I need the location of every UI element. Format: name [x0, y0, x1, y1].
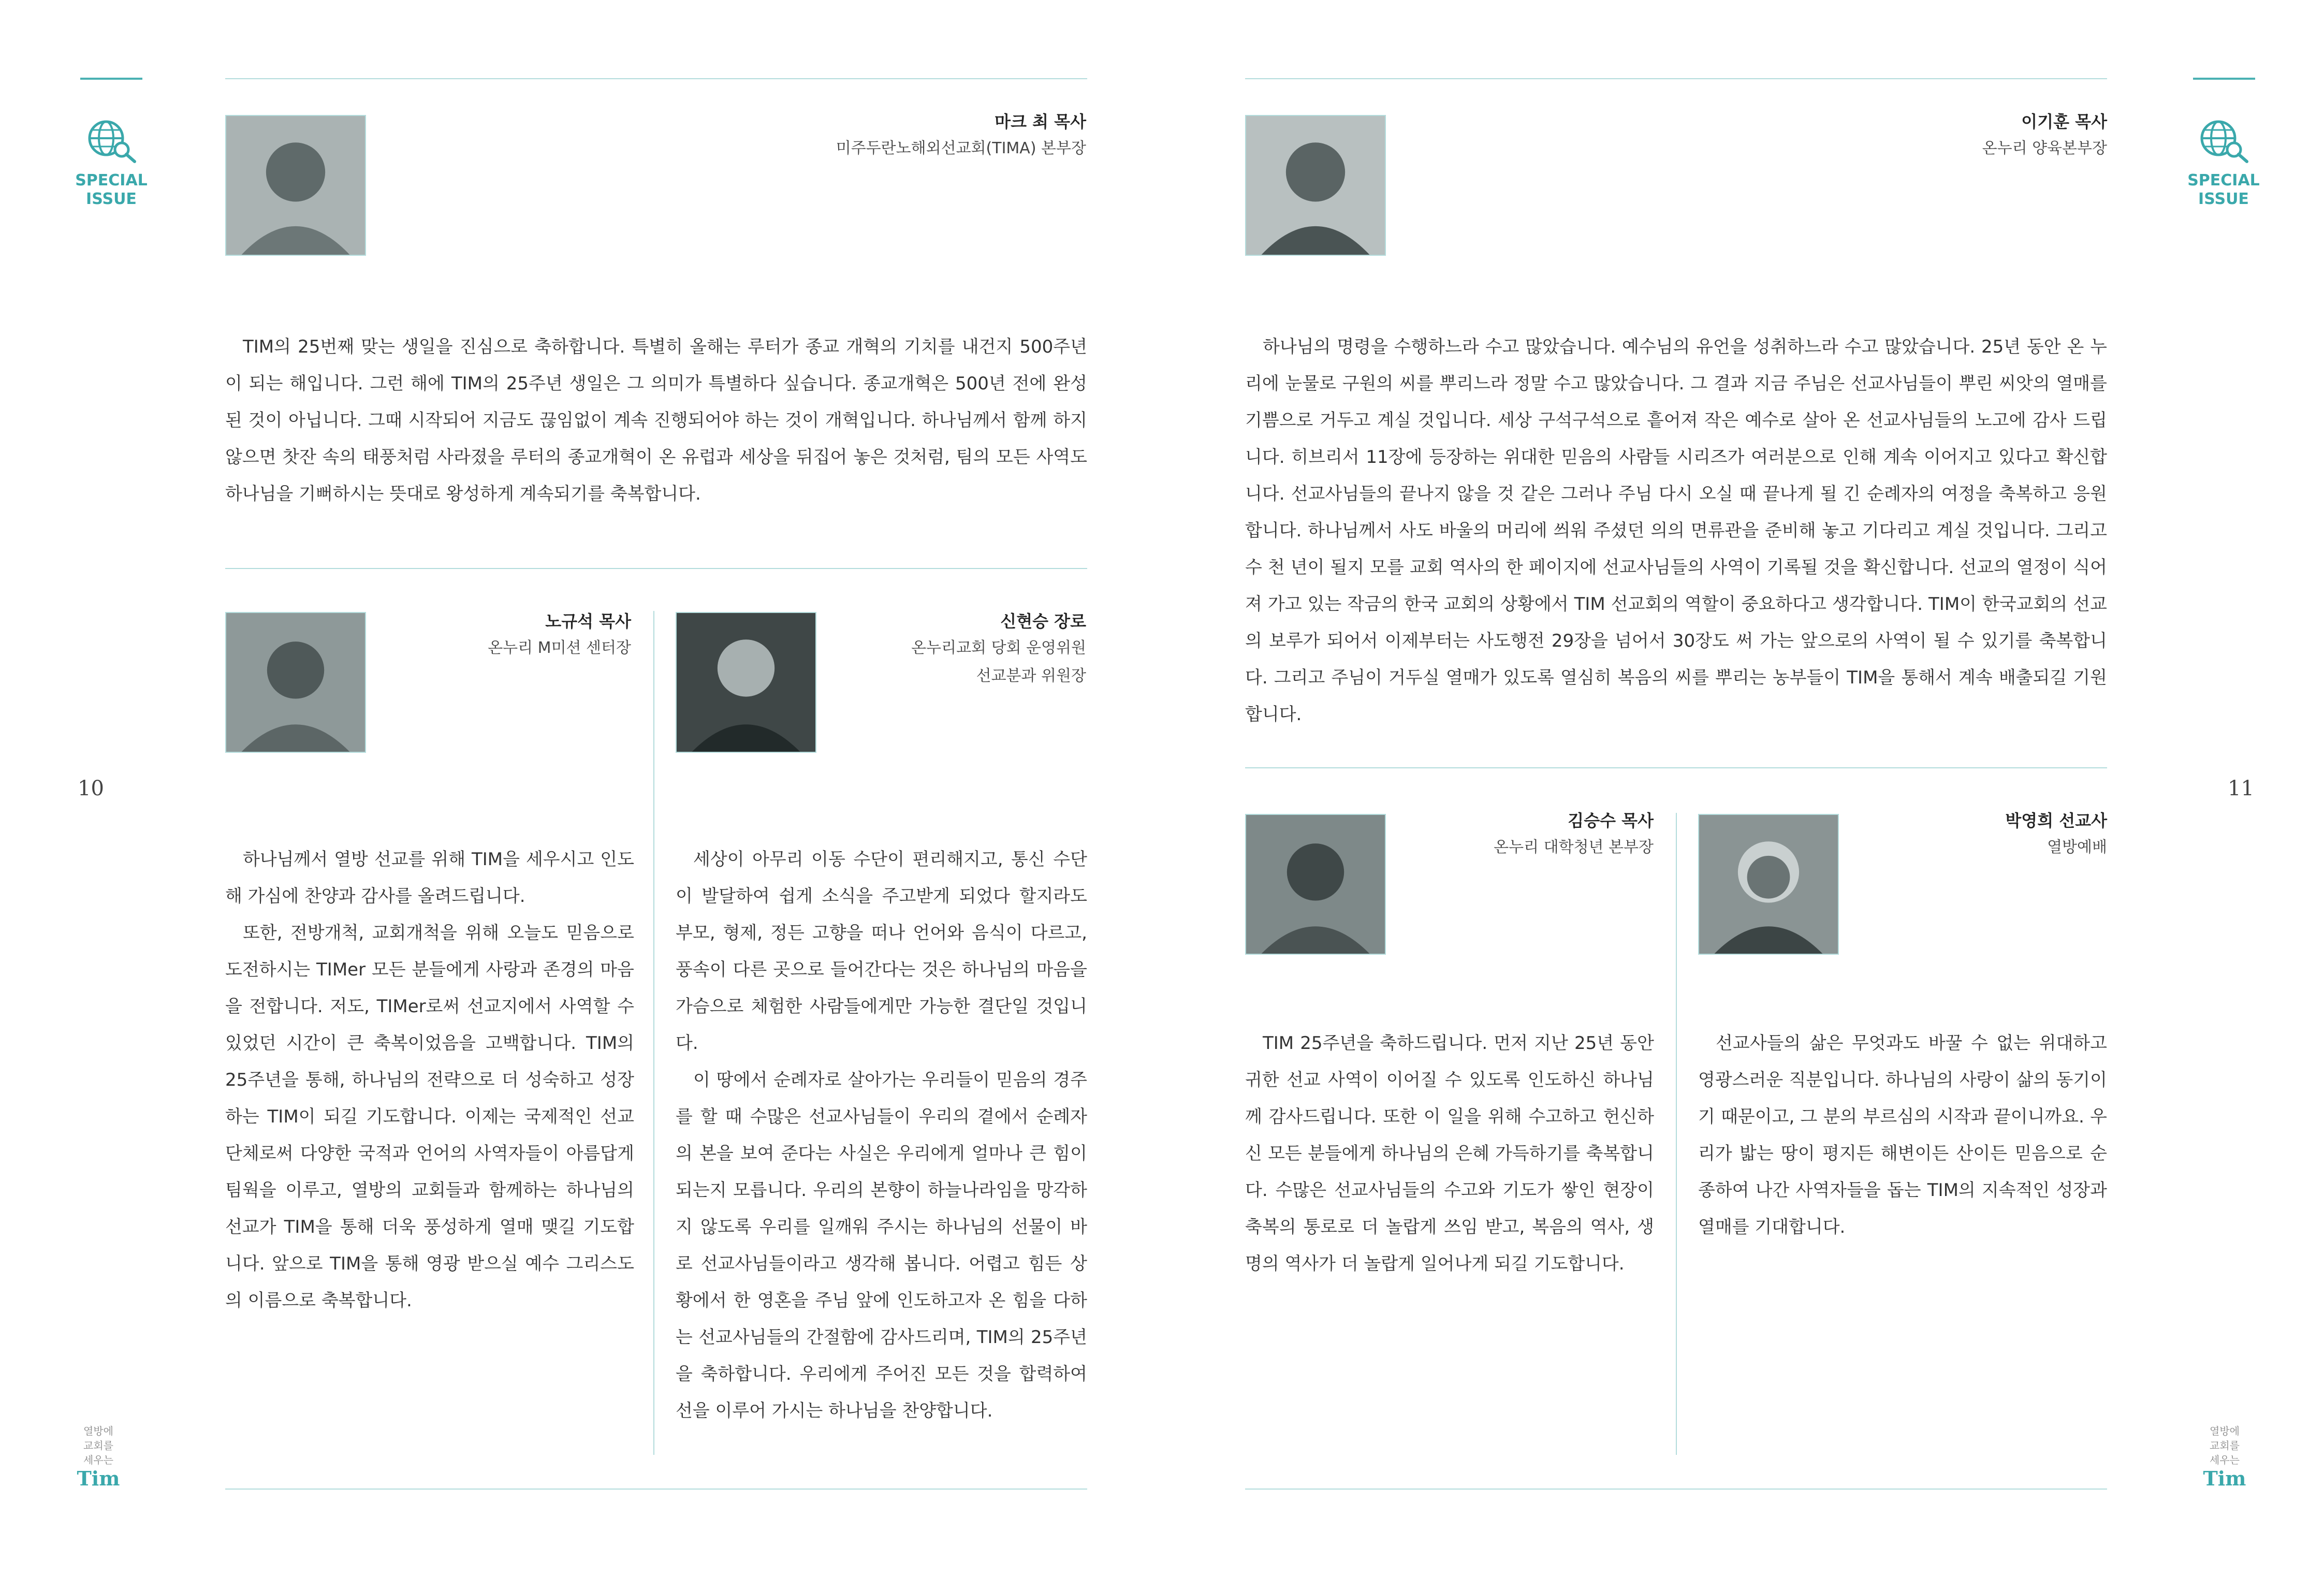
article-body-lee-kihoon: [1245, 329, 2107, 733]
right-section-label: [2180, 116, 2268, 209]
author-name-park-younghee: 박영희 선교사: [2005, 811, 2107, 830]
portrait-photo-lee-kihoon: [1245, 115, 1386, 256]
right-column-divider: [1676, 813, 1677, 1455]
footer-logo-line2: 교회를: [83, 1439, 113, 1452]
footer-logo-line3: 세우는: [83, 1454, 113, 1466]
right-top-rule: [1245, 78, 2107, 79]
right-mid-rule: [1245, 767, 2107, 768]
footer-logo-line1: 열방에: [83, 1425, 113, 1437]
footer-logo-line1: 열방에: [2210, 1425, 2240, 1437]
article-body-mark-choi: [225, 329, 1087, 513]
article-paragraph: TIM 25주년을 축하드립니다. 먼저 지난 25년 동안 귀한 선교 사역이 이어질 수 있도록 인도하신 하나님께 감사드립니다. 또한 이 일을 위해 수고하고 헌신하신 모든 분들에게 하나님의 은혜 가득하기를 축복합니다. 수많은 선교사님들의 수고와 기도가 쌓인 현장이 축복의 통로로 더 놀랍게 쓰임 받고, 복음의 역사, 생명의 역사가 더 놀랍게 일어나게 되길 기도합니다.: [1245, 1033, 1654, 1274]
author-name-shin-hyunseung: 신현승 장로: [1000, 611, 1086, 631]
author-role-park-younghee: 열방예배: [2047, 838, 2107, 856]
page-number-left: 10: [78, 777, 104, 800]
article-paragraph: 하나님의 명령을 수행하느라 수고 많았습니다. 예수님의 유언을 성취하느라 수고 많았습니다. 25년 동안 온 누리에 눈물로 구원의 씨를 뿌리느라 정말 수고 많았습니다. 그 결과 지금 주님은 선교사님들이 뿌린 씨앗의 열매를 기쁨으로 거두고 계실 것입니다. 세상 구석구석으로 흩어져 작은 예수로 살아 온 선교사님들의 노고에 감사 드립니다. 히브리서 11장에 등장하는 위대한 믿음의 사람들 시리즈가 여러분으로 인해 계속 이어지고 있다고 확신합니다. 선교사님들의 끝나지 않을 것 같은 그러나 주님 다시 오실 때 끝나게 될 긴 순례자의 여정을 축복하고 응원합니다. 하나님께서 사도 바울의 머리에 씌워 주셨던 의의 면류관을 준비해 놓고 기다리고 계실 것입니다. 그리고 수 천 년이 될지 모를 교회 역사의 한 페이지에 선교사님들의 사역이 기록될 것을 확신합니다. 선교의 열정이 식어져 가고 있는 작금의 한국 교회의 상황에서 TIM 선교회의 역할이 중요하다고 생각합니다. TIM이 한국교회의 선교의 보루가 되어서 이제부터는 사도행전 29장을 넘어서 30장도 써 가는 앞으로의 사역이 될 수 있기를 축복합니다. 그리고 주님이 거두실 열매가 있도록 열심히 복음의 씨를 뿌리는 농부들이 TIM을 통해서 계속 배출되길 기원합니다.: [1245, 337, 2107, 725]
left-margin-accent-bar: [80, 78, 142, 80]
article-paragraph: 또한, 전방개척, 교회개척을 위해 오늘도 믿음으로 도전하시는 TIMer 모든 분들에게 사랑과 존경의 마음을 전합니다. 저도, TIMer로써 선교지에서 사역할 수 있었던 시간이 큰 축복이었음을 고백합니다. TIM의 25주년을 통해, 하나님의 전략으로 더 성숙하고 성장하는 TIM이 되길 기도합니다. 이제는 국제적인 선교단체로써 다양한 국적과 언어의 사역자들이 아름답게 팀웍을 이루고, 열방의 교회들과 함께하는 하나님의 선교가 TIM을 통해 더욱 풍성하게 열매 맺길 기도합니다. 앞으로 TIM을 통해 영광 받으실 예수 그리스도의 이름으로 축복합니다.: [225, 923, 634, 1311]
section-label-line1: SPECIAL: [2187, 171, 2260, 189]
article-paragraph: 하나님께서 열방 선교를 위해 TIM을 세우시고 인도해 가심에 찬양과 감사를 올려드립니다.: [225, 849, 634, 907]
article-body-noh-gyuseok: [225, 841, 634, 1319]
left-bottom-rule: [225, 1489, 1087, 1490]
globe-search-icon: [83, 116, 140, 163]
section-label-line2: ISSUE: [2198, 190, 2249, 208]
author-name-mark-choi: 마크 최 목사: [995, 112, 1086, 132]
author-name-lee-kihoon: 이기훈 목사: [2021, 112, 2107, 132]
left-column-divider: [653, 611, 654, 1455]
footer-logo-line2: 교회를: [2210, 1439, 2240, 1452]
footer-logo-right: [2196, 1424, 2253, 1490]
portrait-photo-park-younghee: [1698, 814, 1839, 955]
author-role-noh-gyuseok: 온누리 M미션 센터장: [488, 639, 631, 657]
page-number-right: 11: [2228, 777, 2254, 800]
portrait-photo-mark-choi: [225, 115, 366, 256]
article-paragraph: 세상이 아무리 이동 수단이 편리해지고, 통신 수단이 발달하여 쉽게 소식을 주고받게 되었다 할지라도 부모, 형제, 정든 고향을 떠나 언어와 음식이 다르고, 풍속이 다른 곳으로 들어간다는 것은 하나님의 마음을 가슴으로 체험한 사람들에게만 가능한 결단일 것입니다.: [676, 849, 1087, 1054]
section-label-line2: ISSUE: [86, 190, 137, 208]
author-name-noh-gyuseok: 노규석 목사: [545, 611, 631, 631]
author-name-kim-seungsoo: 김승수 목사: [1568, 811, 1654, 830]
left-top-rule: [225, 78, 1087, 79]
left-section-label: [67, 116, 155, 209]
author-role-shin-hyunseung-line2: 선교분과 위원장: [976, 667, 1086, 685]
author-role-lee-kihoon: 온누리 양육본부장: [1982, 139, 2107, 157]
article-body-kim-seungsoo: [1245, 1025, 1654, 1282]
portrait-photo-noh-gyuseok: [225, 612, 366, 753]
footer-logo-line3: 세우는: [2210, 1454, 2240, 1466]
author-role-mark-choi: 미주두란노해외선교회(TIMA) 본부장: [836, 139, 1086, 157]
portrait-photo-kim-seungsoo: [1245, 814, 1386, 955]
author-role-kim-seungsoo: 온누리 대학청년 본부장: [1494, 838, 1654, 856]
right-margin-accent-bar: [2193, 78, 2255, 80]
left-mid-rule: [225, 568, 1087, 569]
article-paragraph: 이 땅에서 순례자로 살아가는 우리들이 믿음의 경주를 할 때 수많은 선교사님들이 우리의 곁에서 순례자의 본을 보여 준다는 사실은 우리에게 얼마나 큰 힘이 되는지 모릅니다. 우리의 본향이 하늘나라임을 망각하지 않도록 우리를 일깨워 주시는 하나님의 선물이 바로 선교사님들이라고 생각해 봅니다. 어렵고 힘든 상황에서 한 영혼을 주님 앞에 인도하고자 온 힘을 다하는 선교사님들의 간절함에 감사드리며, TIM의 25주년을 축하합니다. 우리에게 주어진 모든 것을 합력하여 선을 이루어 가시는 하나님을 찬양합니다.: [676, 1070, 1087, 1421]
footer-logo-brand: Tim: [2203, 1467, 2246, 1490]
footer-logo-brand: Tim: [77, 1467, 120, 1490]
globe-search-icon: [2195, 116, 2252, 163]
footer-logo-left: [70, 1424, 127, 1490]
section-label-line1: SPECIAL: [75, 171, 148, 189]
article-paragraph: TIM의 25번째 맞는 생일을 진심으로 축하합니다. 특별히 올해는 루터가 종교 개혁의 기치를 내건지 500주년이 되는 해입니다. 그런 해에 TIM의 25주년 생일은 그 의미가 특별하다 싶습니다. 종교개혁은 500년 전에 완성된 것이 아닙니다. 그때 시작되어 지금도 끊임없이 계속 진행되어야 하는 것이 개혁입니다. 하나님께서 함께 하지 않으면 찻잔 속의 태풍처럼 사라졌을 루터의 종교개혁이 온 유럽과 세상을 뒤집어 놓은 것처럼, 팀의 모든 사역도 하나님을 기뻐하시는 뜻대로 왕성하게 계속되기를 축복합니다.: [225, 337, 1087, 504]
article-paragraph: 선교사들의 삶은 무엇과도 바꿀 수 없는 위대하고 영광스러운 직분입니다. 하나님의 사랑이 삶의 동기이기 때문이고, 그 분의 부르심의 시작과 끝이니까요. 우리가 밟는 땅이 평지든 해변이든 산이든 믿음으로 순종하여 나간 사역자들을 돕는 TIM의 지속적인 성장과 열매를 기대합니다.: [1698, 1033, 2107, 1237]
author-role-shin-hyunseung-line1: 온누리교회 당회 운영위원: [911, 639, 1086, 657]
article-body-park-younghee: [1698, 1025, 2107, 1246]
right-bottom-rule: [1245, 1489, 2107, 1490]
portrait-photo-shin-hyunseung: [676, 612, 816, 753]
article-body-shin-hyunseung: [676, 841, 1087, 1429]
